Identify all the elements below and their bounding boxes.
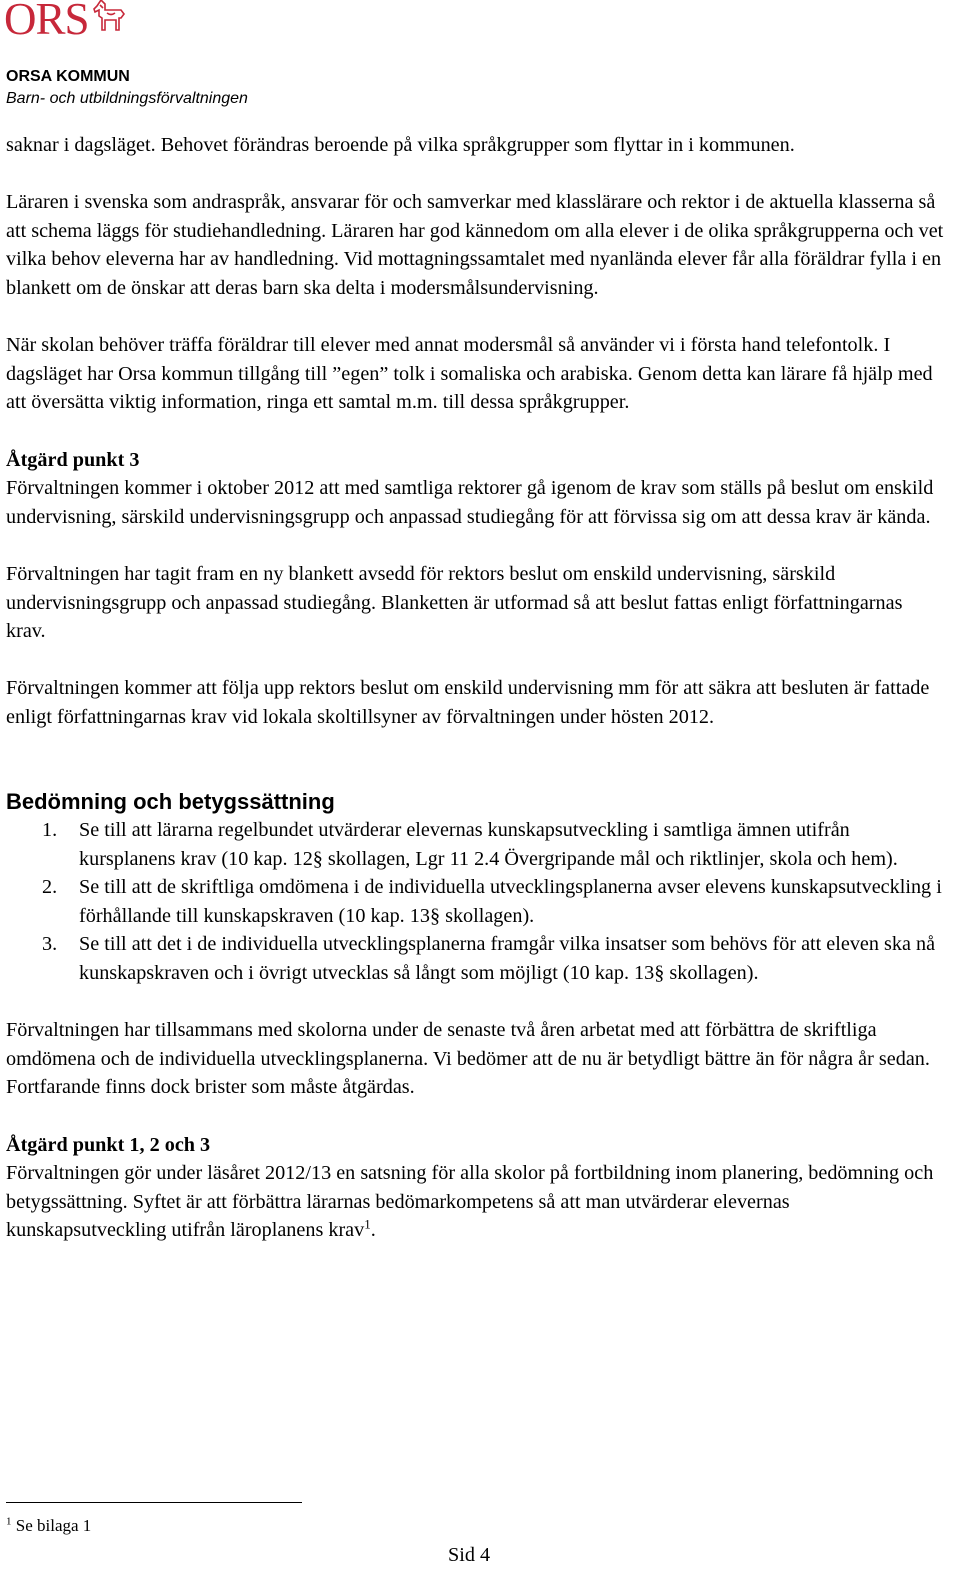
spacer: [6, 760, 946, 788]
paragraph-4: Förvaltningen kommer i oktober 2012 att med samtliga rektorer gå igenom de krav som ställs på beslut om enskild undervisning, särskild undervisningsgrupp och anpassad studiegång för att förvissa sig om att dessa krav är kända.: [6, 477, 934, 528]
org-name: ORSA KOMMUN: [6, 68, 130, 85]
paragraph-1: saknar i dagsläget. Behovet förändras beroende på vilka språkgrupper som flyttar in i kommunen.: [6, 134, 795, 156]
list-text: Se till att det i de individuella utvecklingsplanerna framgår vilka insatser som behövs för att eleven ska nå kunskapskraven och i övrigt utvecklas så långt som möjligt (10 kap. 13§ skollagen).: [79, 933, 936, 985]
list-text: Se till att de skriftliga omdömena i de individuella utvecklingsplanerna avser elevens kunskapsutveckling i förhållande till kunskapskraven (10 kap. 13§ skollagen).: [79, 876, 942, 927]
footnote-marker: 1: [6, 1515, 12, 1528]
paragraph-7: Förvaltningen har tillsammans med skolorna under de senaste två åren arbetat med att förbättra de skriftliga omdömena och de individuella utvecklingsplanerna. Vi bedömer att de nu är betydligt bättre än för några år sedan. Fortfarande finns dock brister som måste åtgärdas.: [6, 1019, 930, 1099]
list-number: 2.: [42, 876, 58, 899]
document-body: [6, 131, 946, 1274]
footnote-ref: 1: [364, 1216, 371, 1232]
page-number: Sid 4: [448, 1544, 491, 1566]
paragraph-2: Läraren i svenska som andraspråk, ansvarar för och samverkar med klasslärare och rektor i de aktuella klasserna så att schema läggs för studiehandledning. Läraren har god kännedom om alla elever i de olika språkgrupperna och vet vilka behov eleverna har av handledning. Vid mottagningssamtalet med nyanlända elever får alla föräldrar fylla i en blankett om de önskar att deras barn ska delta i modersmålsundervisning.: [6, 191, 944, 299]
list-item: [6, 816, 946, 873]
list-number: 3.: [42, 933, 58, 956]
footnote-text: Se bilaga 1: [11, 1516, 92, 1535]
dalahorse-icon: [91, 0, 127, 41]
heading-atgard-1-2-3: Åtgärd punkt 1, 2 och 3: [6, 1133, 211, 1156]
recommendation-list: [6, 816, 946, 988]
list-item: [6, 873, 946, 930]
paragraph-8: [6, 1159, 946, 1245]
footnote-separator: [6, 1502, 302, 1503]
org-department: Barn- och utbildningsförvaltningen: [6, 90, 248, 107]
logo-wordmark: ORS: [4, 0, 89, 44]
paragraph-6: Förvaltningen kommer att följa upp rektors beslut om enskild undervisning mm för att säkra att besluten är fattade enligt författningarnas krav vid lokala skoltillsyner av förvaltningen under hösten 2012.: [6, 677, 930, 728]
list-item: [6, 930, 946, 987]
paragraph-3: När skolan behöver träffa föräldrar till elever med annat modersmål så använder vi i första hand telefontolk. I dagsläget har Orsa kommun tillgång till ”egen” tolk i somaliska och arabiska. Genom detta kan lärare få hjälp med att översätta viktig information, ringa ett samtal m.m. till dessa språkgrupper.: [6, 334, 933, 414]
orsa-logo: [4, 0, 127, 42]
footnote: [6, 1516, 91, 1536]
list-text: Se till att lärarna regelbundet utvärderar elevernas kunskapsutveckling i samtliga ämnen utifrån kursplanens krav (10 kap. 12§ skollagen, Lgr 11 2.4 Övergripande mål och riktlinjer, skola och hem).: [79, 819, 898, 870]
paragraph-8-text: Förvaltningen gör under läsåret 2012/13 en satsning för alla skolor på fortbildning inom planering, bedömning och betygssättning. Syftet är att förbättra lärarnas bedömarkompetens så att man utvärderar elevernas kunskapsutveckling utifrån läroplanens krav: [6, 1162, 934, 1242]
list-number: 1.: [42, 819, 58, 842]
heading-atgard-3: Åtgärd punkt 3: [6, 448, 140, 471]
paragraph-5: Förvaltningen har tagit fram en ny blankett avsedd för rektors beslut om enskild undervisning, särskild undervisningsgrupp och anpassad studiegång. Blanketten är utformad så att beslut fattas enligt författningarnas krav.: [6, 562, 903, 643]
paragraph-8-end: .: [370, 1219, 376, 1242]
section-title: Bedömning och betygssättning: [6, 789, 335, 815]
